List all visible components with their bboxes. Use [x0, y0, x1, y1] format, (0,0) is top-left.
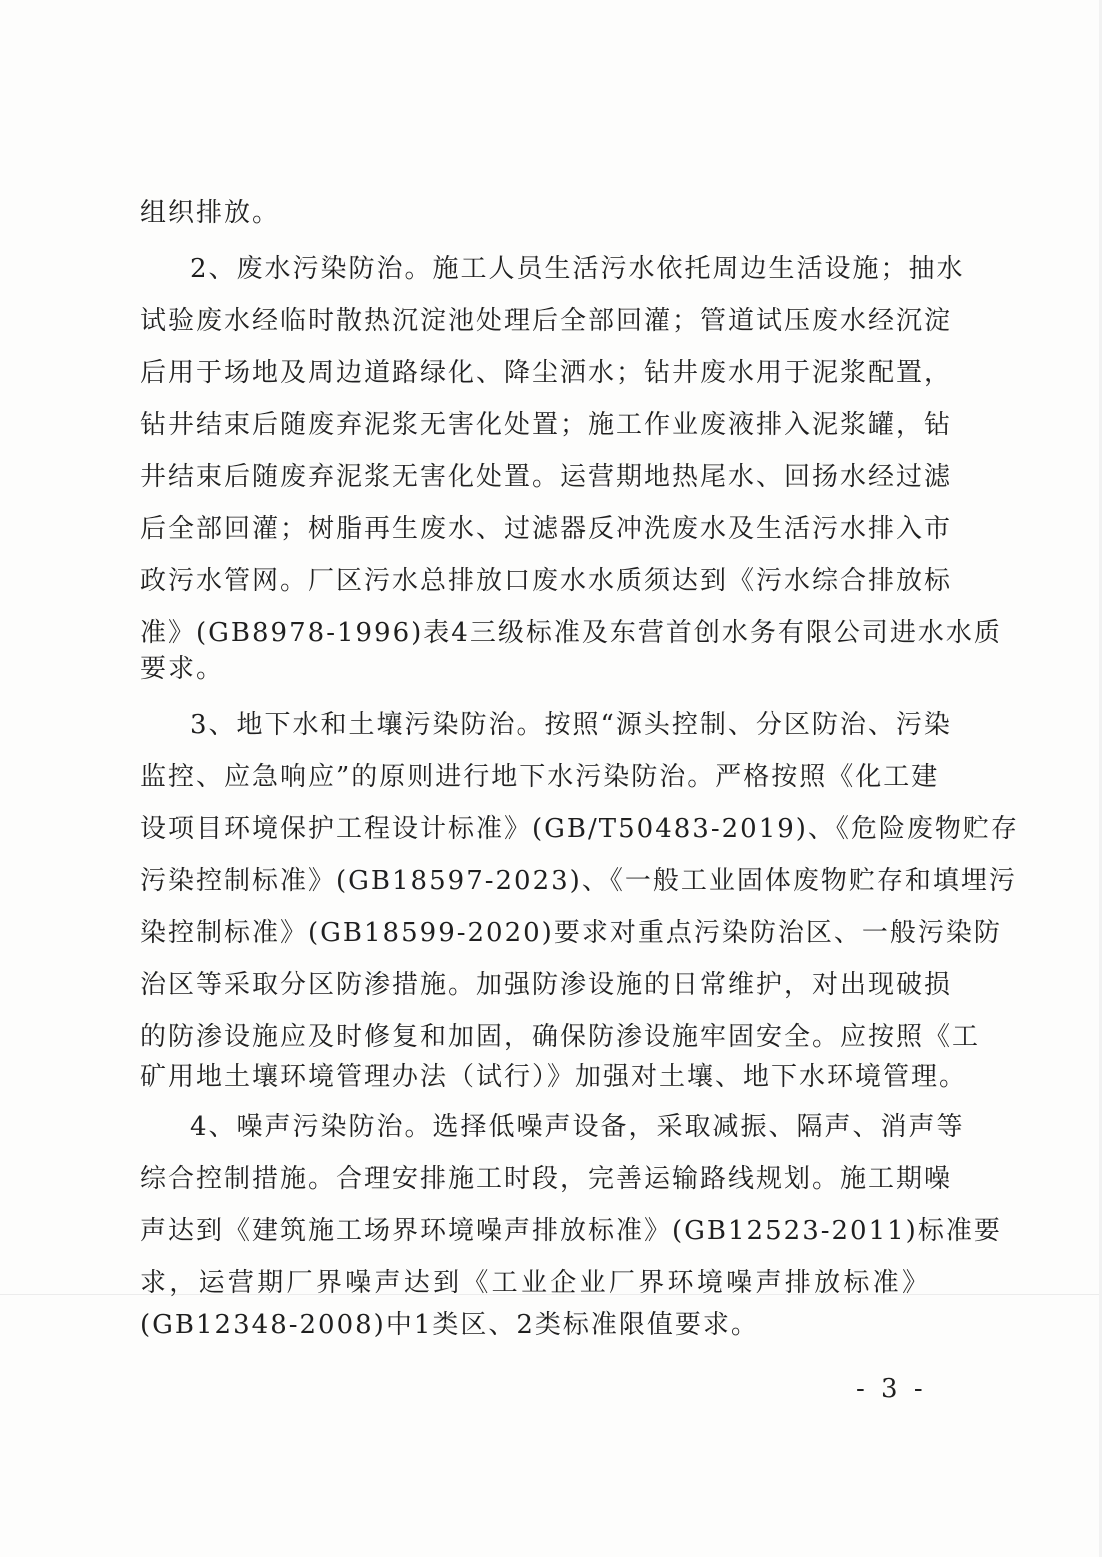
text-line: 组织排放。 — [140, 198, 281, 228]
text-line: 钻井结束后随废弃泥浆无害化处置；施工作业废液排入泥浆罐，钻 — [140, 410, 953, 440]
text-line: 设项目环境保护工程设计标准》(GB/T50483-2019)、《危险废物贮存 — [140, 814, 1019, 844]
text-line: 求，运营期厂界噪声达到《工业企业厂界环境噪声排放标准》 — [140, 1268, 930, 1298]
text-line: 后全部回灌；树脂再生废水、过滤器反冲洗废水及生活污水排入市 — [140, 514, 953, 544]
text-line: (GB12348-2008)中1类区、2类标准限值要求。 — [140, 1310, 759, 1340]
paragraph-heading-wastewater: 2、废水污染防治。施工人员生活污水依托周边生活设施；抽水 — [190, 254, 965, 284]
paragraph-heading-noise: 4、噪声污染防治。选择低噪声设备，采取减振、隔声、消声等 — [190, 1112, 965, 1142]
text-line: 后用于场地及周边道路绿化、降尘洒水；钻井废水用于泥浆配置， — [140, 358, 953, 388]
text-line: 声达到《建筑施工场界环境噪声排放标准》(GB12523-2011)标准要 — [140, 1216, 1002, 1246]
text-line: 监控、应急响应”的原则进行地下水污染防治。严格按照《化工建 — [140, 762, 940, 792]
text-line: 矿用地土壤环境管理办法（试行）》加强对土壤、地下水环境管理。 — [140, 1062, 968, 1092]
text-line: 要求。 — [140, 654, 225, 684]
text-line: 污染控制标准》(GB18597-2023)、《一般工业固体废物贮存和填埋污 — [140, 866, 1017, 896]
text-line: 井结束后随废弃泥浆无害化处置。运营期地热尾水、回扬水经过滤 — [140, 462, 953, 492]
text-line: 准》(GB8978-1996)表4三级标准及东营首创水务有限公司进水水质 — [140, 618, 1002, 648]
text-line: 染控制标准》(GB18599-2020)要求对重点污染防治区、一般污染防 — [140, 918, 1002, 948]
text-line: 政污水管网。厂区污水总排放口废水水质须达到《污水综合排放标 — [140, 566, 953, 596]
text-line: 治区等采取分区防渗措施。加强防渗设施的日常维护，对出现破损 — [140, 970, 953, 1000]
text-line: 试验废水经临时散热沉淀池处理后全部回灌；管道试压废水经沉淀 — [140, 306, 953, 336]
text-line: 的防渗设施应及时修复和加固，确保防渗设施牢固安全。应按照《工 — [140, 1022, 981, 1052]
paragraph-heading-groundwater: 3、地下水和土壤污染防治。按照“源头控制、分区防治、污染 — [190, 710, 952, 740]
page-number: - 3 - — [856, 1374, 927, 1404]
text-line: 综合控制措施。合理安排施工时段，完善运输路线规划。施工期噪 — [140, 1164, 953, 1194]
